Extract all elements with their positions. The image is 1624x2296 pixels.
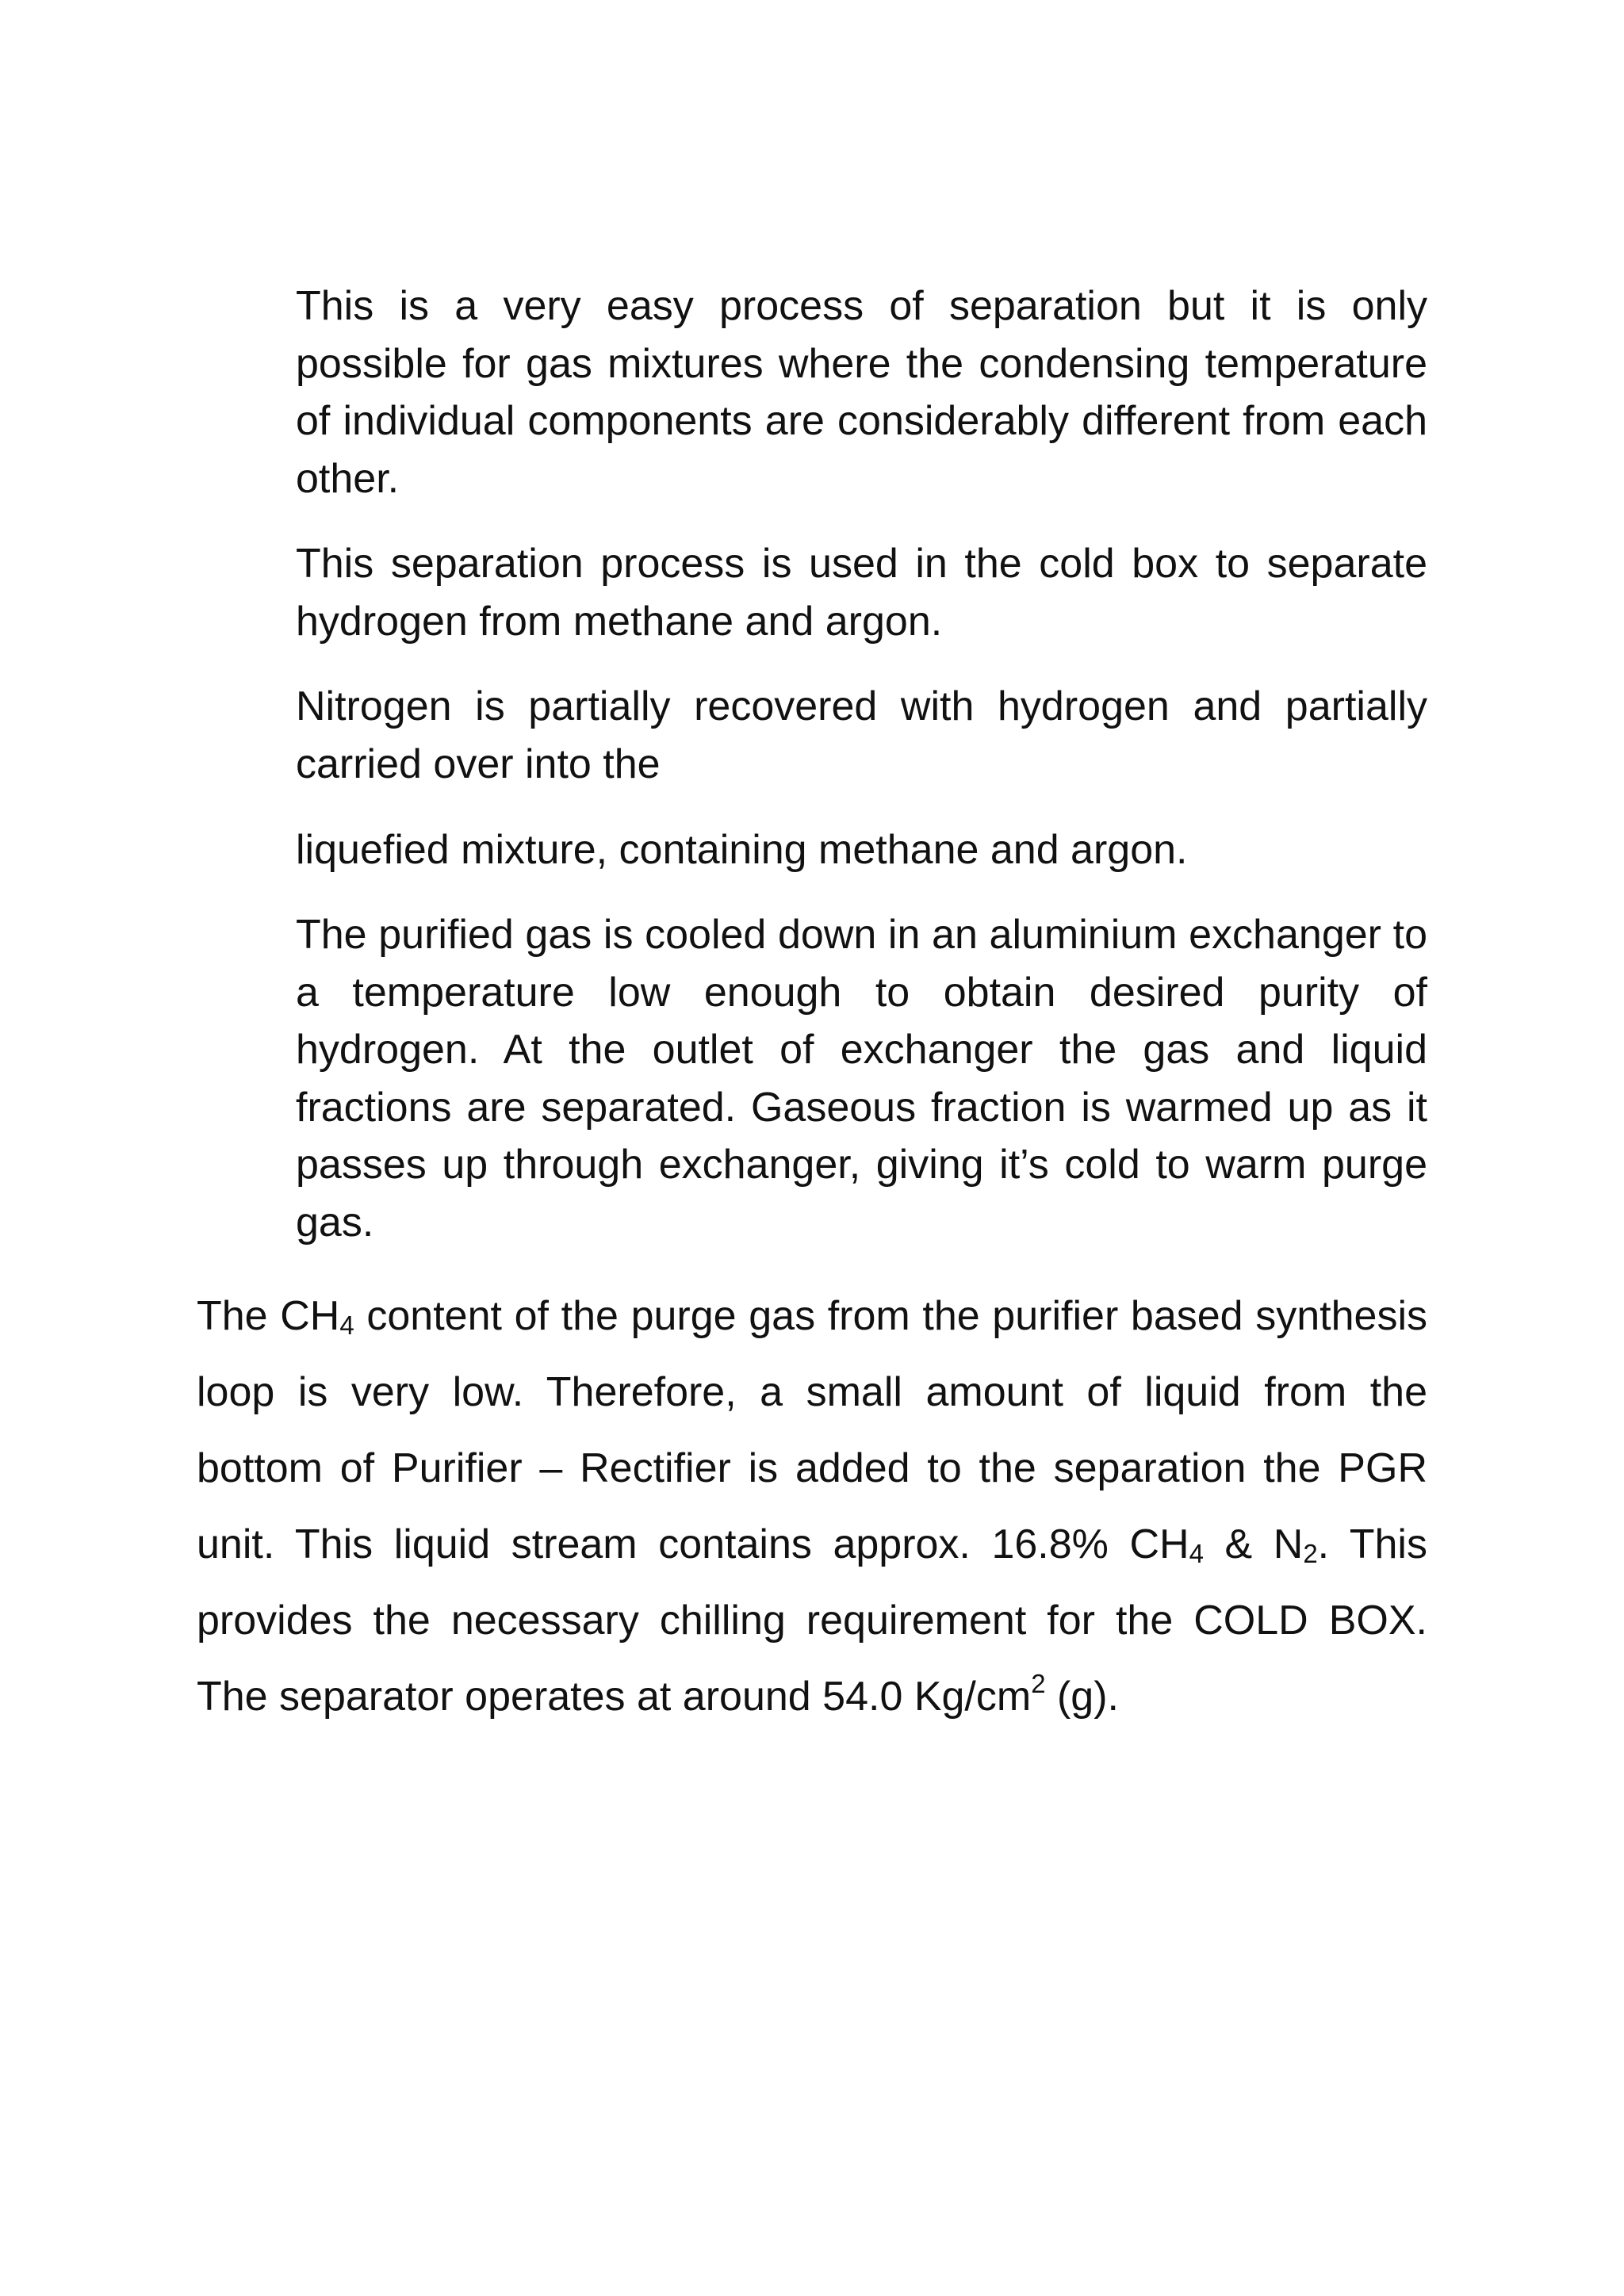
paragraph-nitrogen (296, 678, 1427, 793)
paragraph-purified-gas (296, 906, 1427, 1251)
paragraph-text: The purified gas is cooled down in an aluminium exchanger to a temperature low enough to obtain desired purity of hydrogen. At the outlet of exchanger the gas and liquid fractions are separated. Gaseous fraction is warmed up as it passes up through exchanger, giving it’s cold to warm purge gas. (296, 912, 1427, 1246)
superscript: 2 (1031, 1669, 1046, 1698)
paragraph-text: This is a very easy process of separation but it is only possible for gas mixtures where the condensing temperature of individual components are considerably different from each other. (296, 283, 1427, 502)
paragraph-text: liquefied mixture, containing methane and argon. (296, 827, 1188, 873)
text-run: & N (1203, 1521, 1304, 1567)
paragraph-cold-box (296, 535, 1427, 650)
subscript: 4 (339, 1311, 354, 1340)
paragraph-liquefied-mixture (296, 821, 1427, 879)
paragraph-text: Nitrogen is partially recovered with hydrogen and partially carried over into the (296, 683, 1427, 787)
text-run: content of the purge gas from the purifier based synthesis loop is very low. Therefore, a small amount of liquid from the bottom of Purifier – Rectifier is added to the separation the PGR unit. This liquid stream contains approx. 16.8% CH (197, 1293, 1428, 1567)
paragraph-separation-intro (296, 277, 1427, 507)
paragraph-ch4-content (197, 1278, 1427, 1735)
text-run: (g). (1045, 1674, 1119, 1720)
subscript: 4 (1189, 1539, 1204, 1568)
text-run: . This provides the necessary chilling requirement for the COLD BOX. The separator operates at around 54.0 Kg/cm (197, 1521, 1427, 1720)
paragraph-text: This separation process is used in the cold box to separate hydrogen from methane and argon. (296, 541, 1427, 645)
subscript: 2 (1303, 1539, 1318, 1568)
text-run: The CH (197, 1293, 340, 1339)
